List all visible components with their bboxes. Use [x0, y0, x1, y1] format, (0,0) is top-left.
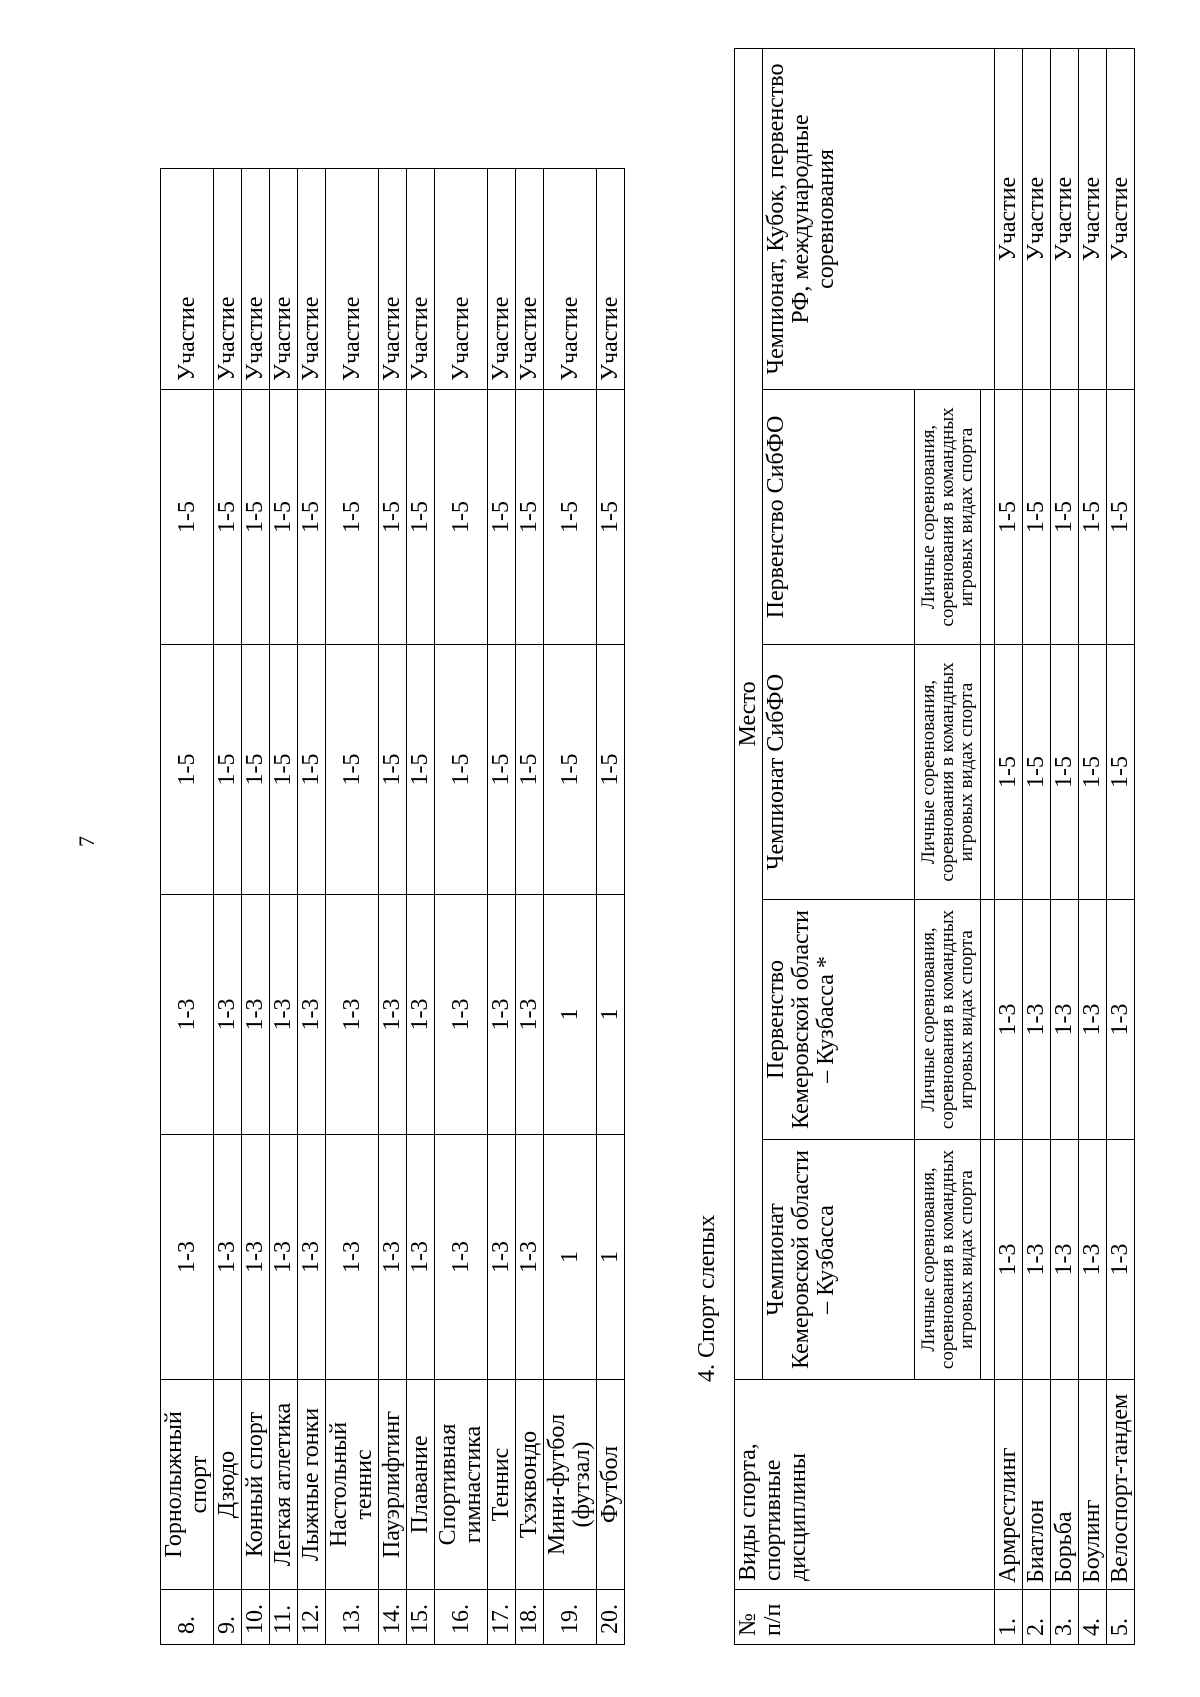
row-number: 17. [488, 1590, 516, 1645]
place-cell: 1 [544, 895, 597, 1135]
participation-cell: Участие [1023, 48, 1051, 389]
section-title: 4. Спорт слепых [694, 1214, 720, 1382]
place-cell: 1-5 [1079, 645, 1107, 900]
place-cell: 1-5 [597, 645, 625, 895]
place-cell: 1-3 [326, 895, 379, 1135]
place-cell: 1-5 [161, 645, 214, 895]
participation-cell: Участие [1079, 48, 1107, 389]
participation-cell: Участие [407, 169, 435, 390]
table-row [516, 169, 544, 1645]
participation-cell: Участие [1051, 48, 1079, 389]
header-sub1: Личные соревнования, соревнования в командных игровых видах спорта [915, 1140, 981, 1380]
place-cell: 1-3 [1079, 1140, 1107, 1380]
place-cell: 1-5 [407, 645, 435, 895]
header-col3: Чемпионат СибФО [763, 645, 915, 900]
row-number: 14. [379, 1590, 407, 1645]
sport-name: Спортивная гимнастика [435, 1380, 488, 1590]
place-cell: 1-5 [407, 390, 435, 645]
participation-cell: Участие [214, 169, 242, 390]
place-cell: 1-5 [435, 645, 488, 895]
place-cell: 1-5 [298, 645, 326, 895]
place-cell: 1-5 [298, 390, 326, 645]
table-row [270, 169, 298, 1645]
place-cell: 1-5 [270, 645, 298, 895]
place-cell: 1-3 [1079, 900, 1107, 1140]
place-cell: 1-5 [516, 645, 544, 895]
table-row [298, 169, 326, 1645]
sport-name: Борьба [1051, 1380, 1079, 1590]
place-cell: 1-5 [1079, 390, 1107, 645]
place-cell: 1-5 [597, 390, 625, 645]
sport-name: Лыжные гонки [298, 1380, 326, 1590]
header-col4: Первенство СибФО [763, 390, 915, 645]
row-number: 5. [1107, 1590, 1135, 1645]
table-row [488, 169, 516, 1645]
sport-name: Пауэрлифтинг [379, 1380, 407, 1590]
place-cell: 1-5 [379, 645, 407, 895]
table-row [1107, 48, 1135, 1644]
place-cell: 1-5 [161, 390, 214, 645]
header-col1: Чемпионат Кемеровской области – Кузбасса [763, 1140, 915, 1380]
table-row [161, 169, 214, 1645]
place-cell: 1-5 [1023, 390, 1051, 645]
row-number: 15. [407, 1590, 435, 1645]
place-cell: 1-3 [488, 1135, 516, 1380]
place-cell: 1-3 [1107, 900, 1135, 1140]
place-cell: 1-5 [1051, 390, 1079, 645]
sport-name: Биатлон [1023, 1380, 1051, 1590]
sport-name: Конный спорт [242, 1380, 270, 1590]
blind-sports-table [734, 48, 1135, 1645]
table-row [544, 169, 597, 1645]
table-row [1079, 48, 1107, 1644]
sport-name: Легкая атлетика [270, 1380, 298, 1590]
header-sub4: Личные соревнования, соревнования в командных игровых видах спорта [915, 390, 981, 645]
row-number: 9. [214, 1590, 242, 1645]
row-number: 10. [242, 1590, 270, 1645]
place-cell: 1-5 [1107, 645, 1135, 900]
row-number: 2. [1023, 1590, 1051, 1645]
participation-cell: Участие [488, 169, 516, 390]
participation-cell: Участие [995, 48, 1023, 389]
sport-name: Теннис [488, 1380, 516, 1590]
participation-cell: Участие [270, 169, 298, 390]
participation-cell: Участие [435, 169, 488, 390]
place-cell: 1-5 [1023, 645, 1051, 900]
page-number: 7 [74, 836, 99, 847]
participation-cell: Участие [298, 169, 326, 390]
row-number: 3. [1051, 1590, 1079, 1645]
place-cell: 1-3 [1107, 1140, 1135, 1380]
participation-cell: Участие [242, 169, 270, 390]
row-number: 20. [597, 1590, 625, 1645]
place-cell: 1-3 [242, 895, 270, 1135]
table-row [326, 169, 379, 1645]
header-col2: Первенство Кемеровской области – Кузбасса * [763, 900, 915, 1140]
place-cell: 1-3 [379, 895, 407, 1135]
place-cell: 1-3 [995, 900, 1023, 1140]
place-cell: 1-5 [1051, 645, 1079, 900]
row-number: 16. [435, 1590, 488, 1645]
sports-results-table-continued [160, 168, 625, 1645]
sport-name: Футбол [597, 1380, 625, 1590]
place-cell: 1-5 [214, 390, 242, 645]
row-number: 18. [516, 1590, 544, 1645]
sport-name: Мини-футбол (футзал) [544, 1380, 597, 1590]
place-cell: 1-5 [995, 645, 1023, 900]
row-number: 12. [298, 1590, 326, 1645]
participation-cell: Участие [516, 169, 544, 390]
place-cell: 1-3 [1023, 900, 1051, 1140]
place-cell: 1-3 [298, 1135, 326, 1380]
place-cell: 1-3 [214, 895, 242, 1135]
place-cell: 1-5 [1107, 390, 1135, 645]
place-cell: 1-5 [326, 390, 379, 645]
place-cell: 1-5 [995, 390, 1023, 645]
place-cell: 1-5 [435, 390, 488, 645]
header-col5: Чемпионат, Кубок, первенство РФ, международные соревнования [763, 48, 995, 389]
place-cell: 1-3 [214, 1135, 242, 1380]
sport-name: Боулинг [1079, 1380, 1107, 1590]
place-cell: 1-3 [1051, 1140, 1079, 1380]
participation-cell: Участие [1107, 48, 1135, 389]
sport-name: Плавание [407, 1380, 435, 1590]
participation-cell: Участие [597, 169, 625, 390]
place-cell: 1-3 [435, 895, 488, 1135]
spacer-cell [981, 390, 995, 645]
place-cell: 1-3 [298, 895, 326, 1135]
sport-name: Настольный теннис [326, 1380, 379, 1590]
place-cell: 1-3 [161, 895, 214, 1135]
place-cell: 1-5 [488, 390, 516, 645]
sport-name: Тхэквондо [516, 1380, 544, 1590]
row-number: 1. [995, 1590, 1023, 1645]
participation-cell: Участие [161, 169, 214, 390]
participation-cell: Участие [544, 169, 597, 390]
place-cell: 1-5 [544, 645, 597, 895]
place-cell: 1-5 [544, 390, 597, 645]
header-num: № п/п [735, 1590, 995, 1645]
place-cell: 1-5 [242, 645, 270, 895]
participation-cell: Участие [379, 169, 407, 390]
place-cell: 1-3 [270, 1135, 298, 1380]
table-row [1051, 48, 1079, 1644]
place-cell: 1-5 [242, 390, 270, 645]
row-number: 8. [161, 1590, 214, 1645]
place-cell: 1-5 [270, 390, 298, 645]
place-cell: 1-3 [407, 895, 435, 1135]
place-cell: 1-3 [270, 895, 298, 1135]
table-row [379, 169, 407, 1645]
table-row [407, 169, 435, 1645]
place-cell: 1 [544, 1135, 597, 1380]
sport-name: Дзюдо [214, 1380, 242, 1590]
row-number: 11. [270, 1590, 298, 1645]
place-cell: 1-5 [516, 390, 544, 645]
spacer-cell [981, 900, 995, 1140]
place-cell: 1-3 [161, 1135, 214, 1380]
place-cell: 1-5 [326, 645, 379, 895]
place-cell: 1-3 [995, 1140, 1023, 1380]
header-place: Место [735, 48, 763, 1379]
place-cell: 1-3 [516, 895, 544, 1135]
place-cell: 1-3 [1023, 1140, 1051, 1380]
table-row [995, 48, 1023, 1644]
place-cell: 1-3 [488, 895, 516, 1135]
place-cell: 1 [597, 1135, 625, 1380]
header-row [735, 48, 763, 1644]
table-row [435, 169, 488, 1645]
row-number: 19. [544, 1590, 597, 1645]
header-sub3: Личные соревнования, соревнования в командных игровых видах спорта [915, 645, 981, 900]
place-cell: 1-5 [379, 390, 407, 645]
table-row [597, 169, 625, 1645]
place-cell: 1-3 [407, 1135, 435, 1380]
table-row [1023, 48, 1051, 1644]
place-cell: 1-5 [488, 645, 516, 895]
place-cell: 1-5 [214, 645, 242, 895]
place-cell: 1-3 [379, 1135, 407, 1380]
place-cell: 1 [597, 895, 625, 1135]
header-sport: Виды спорта, спортивные дисциплины [735, 1380, 995, 1590]
sport-name: Велоспорт-тандем [1107, 1380, 1135, 1590]
place-cell: 1-3 [242, 1135, 270, 1380]
sport-name: Армрестлинг [995, 1380, 1023, 1590]
row-number: 4. [1079, 1590, 1107, 1645]
place-cell: 1-3 [435, 1135, 488, 1380]
spacer-cell [981, 1140, 995, 1380]
spacer-cell [981, 645, 995, 900]
sport-name: Горнолыжный спорт [161, 1380, 214, 1590]
header-sub2: Личные соревнования, соревнования в командных игровых видах спорта [915, 900, 981, 1140]
row-number: 13. [326, 1590, 379, 1645]
participation-cell: Участие [326, 169, 379, 390]
place-cell: 1-3 [1051, 900, 1079, 1140]
table-row [242, 169, 270, 1645]
place-cell: 1-3 [326, 1135, 379, 1380]
table-row [214, 169, 242, 1645]
place-cell: 1-3 [516, 1135, 544, 1380]
